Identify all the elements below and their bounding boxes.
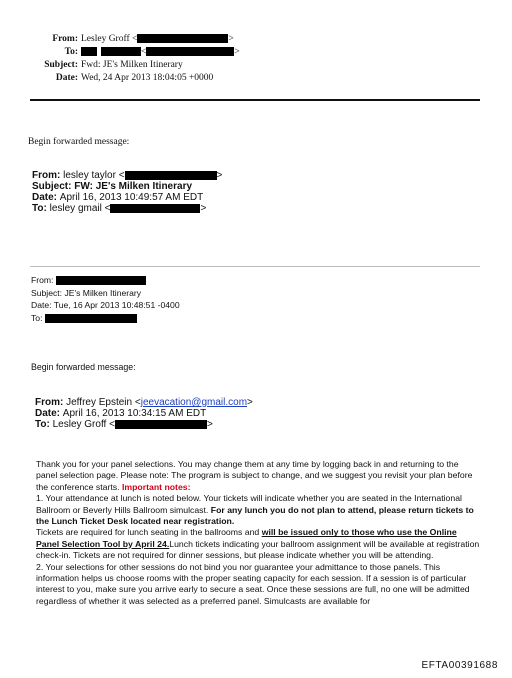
redaction-block: [45, 314, 137, 323]
msg4-from-label: From:: [35, 397, 64, 408]
msg4-to-value: Lesley Groff <: [52, 419, 115, 430]
msg3-from-label: From:: [31, 275, 54, 285]
body-paragraph-1: [36, 459, 482, 493]
forwarded-message-label: Begin forwarded message:: [28, 137, 130, 147]
redaction-block: [101, 47, 141, 56]
header-date-label: Date:: [55, 73, 78, 83]
header-subject-value: Fwd: JE's Milken Itinerary: [81, 60, 183, 70]
msg2-subject-value: FW: JE's Milken Itinerary: [74, 181, 193, 192]
msg2-from-value: lesley taylor <: [63, 170, 125, 181]
msg4-from-row: [35, 397, 253, 408]
msg4-from-close: >: [247, 397, 253, 408]
message-divider: [30, 266, 480, 267]
email-header: [0, 33, 240, 85]
header-to-label: To:: [64, 47, 78, 57]
forwarded-header-3: [31, 274, 180, 324]
msg4-date-row: [35, 408, 253, 419]
body-note-2-text: 2. Your selections for other sessions do not bind you nor guarantee your admittance to those panels. This information helps us choose rooms with the proper seating capacity for each session. If a session is of particular interest to you, make sure you arrive early to secure a seat. Once these sessions are full, no one will be admitted regardless of whether it was selected as a preferred panel. Simulcasts are available for: [36, 561, 470, 606]
header-from-value: Lesley Groff <: [81, 34, 138, 44]
header-date-value: Wed, 24 Apr 2013 18:04:05 +0000: [81, 73, 214, 83]
msg2-from-label: From:: [32, 170, 61, 181]
body-intro-text: Thank you for your panel selections. You may change them at any time by logging back in and returning to the panel selection page. Please note: The program is subject to change, and we suggest you revisit your plan before the conference starts.: [36, 459, 473, 492]
msg3-date-label: Date:: [31, 300, 52, 310]
redaction-block: [110, 204, 200, 213]
header-from-close: >: [228, 34, 234, 44]
redaction-block: [146, 47, 234, 56]
forwarded-header-4: [35, 397, 253, 430]
header-to-mid: <: [141, 47, 147, 57]
bates-number: EFTA00391688: [421, 660, 498, 671]
msg4-to-row: [35, 419, 253, 430]
body-paragraph-2: [36, 493, 482, 527]
msg2-subject-row: [32, 181, 222, 192]
msg3-to-row: [31, 312, 180, 325]
msg2-to-close: >: [200, 203, 207, 214]
msg4-to-label: To:: [35, 419, 50, 430]
msg2-to-row: [32, 203, 222, 214]
msg2-to-label: To:: [32, 203, 47, 214]
redaction-block: [81, 47, 97, 56]
msg2-subject-label: Subject:: [32, 181, 72, 192]
msg3-date-value: Tue, 16 Apr 2013 10:48:51 -0400: [53, 300, 180, 310]
redaction-block: [137, 34, 228, 43]
msg2-date-value: April 16, 2013 10:49:57 AM EDT: [59, 192, 204, 203]
important-notes-label: Important notes:: [121, 481, 191, 492]
header-subject-label: Subject:: [44, 60, 78, 70]
header-from-label: From:: [52, 34, 78, 44]
header-to-row: [0, 46, 240, 59]
redaction-block: [115, 420, 207, 429]
msg3-to-label: To:: [31, 312, 43, 323]
body-note-1-bold: For any lunch you do not plan to attend, please return tickets to the Lunch Ticket Desk located near registration.: [36, 504, 474, 527]
msg2-to-value: lesley gmail <: [49, 203, 111, 214]
body-tickets-tail: Lunch tickets indicating your ballroom assignment will be available at registration check-in. Tickets are not required for dinner sessions, but please indicate whether you will be attending.: [36, 538, 480, 561]
header-date-row: [0, 72, 240, 85]
body-tickets-text: Tickets are required for lunch seating in the ballrooms and: [36, 527, 260, 538]
header-to-close: >: [234, 47, 240, 57]
msg3-date-row: [31, 299, 180, 312]
redaction-block: [125, 171, 217, 180]
msg3-subject-label: Subject:: [31, 287, 63, 298]
header-subject-row: [0, 59, 240, 72]
msg2-date-row: [32, 192, 222, 203]
msg2-date-label: Date:: [32, 192, 58, 203]
header-from-row: [0, 33, 240, 46]
body-note-1-text: 1. Your attendance at lunch is noted below. Your tickets will indicate whether you are seated in the International Ballroom or Beverly Hills Ballroom simulcast.: [36, 493, 462, 515]
redaction-block: [56, 276, 146, 285]
sender-email-link[interactable]: jeevacation@gmail.com: [140, 397, 248, 408]
message-body: [36, 459, 482, 607]
msg3-subject-value: JE's Milken Itinerary: [64, 287, 142, 298]
msg3-from-row: [31, 274, 180, 287]
msg4-from-value: Jeffrey Epstein <: [66, 397, 141, 408]
msg4-date-label: Date:: [35, 408, 61, 419]
header-divider: [30, 99, 480, 101]
msg3-subject-row: [31, 287, 180, 300]
forwarded-message-label-2: Begin forwarded message:: [31, 362, 136, 372]
msg4-to-close: >: [206, 419, 213, 430]
msg2-from-row: [32, 170, 222, 181]
body-paragraph-4: [36, 562, 482, 608]
forwarded-header-2: [32, 170, 222, 214]
msg4-date-value: April 16, 2013 10:34:15 AM EDT: [62, 408, 207, 419]
body-tickets-bold: will be issued only to those who use the Online Panel Selection Tool by April 24.: [36, 527, 457, 549]
body-paragraph-3: [36, 527, 482, 561]
msg2-from-close: >: [216, 170, 223, 181]
